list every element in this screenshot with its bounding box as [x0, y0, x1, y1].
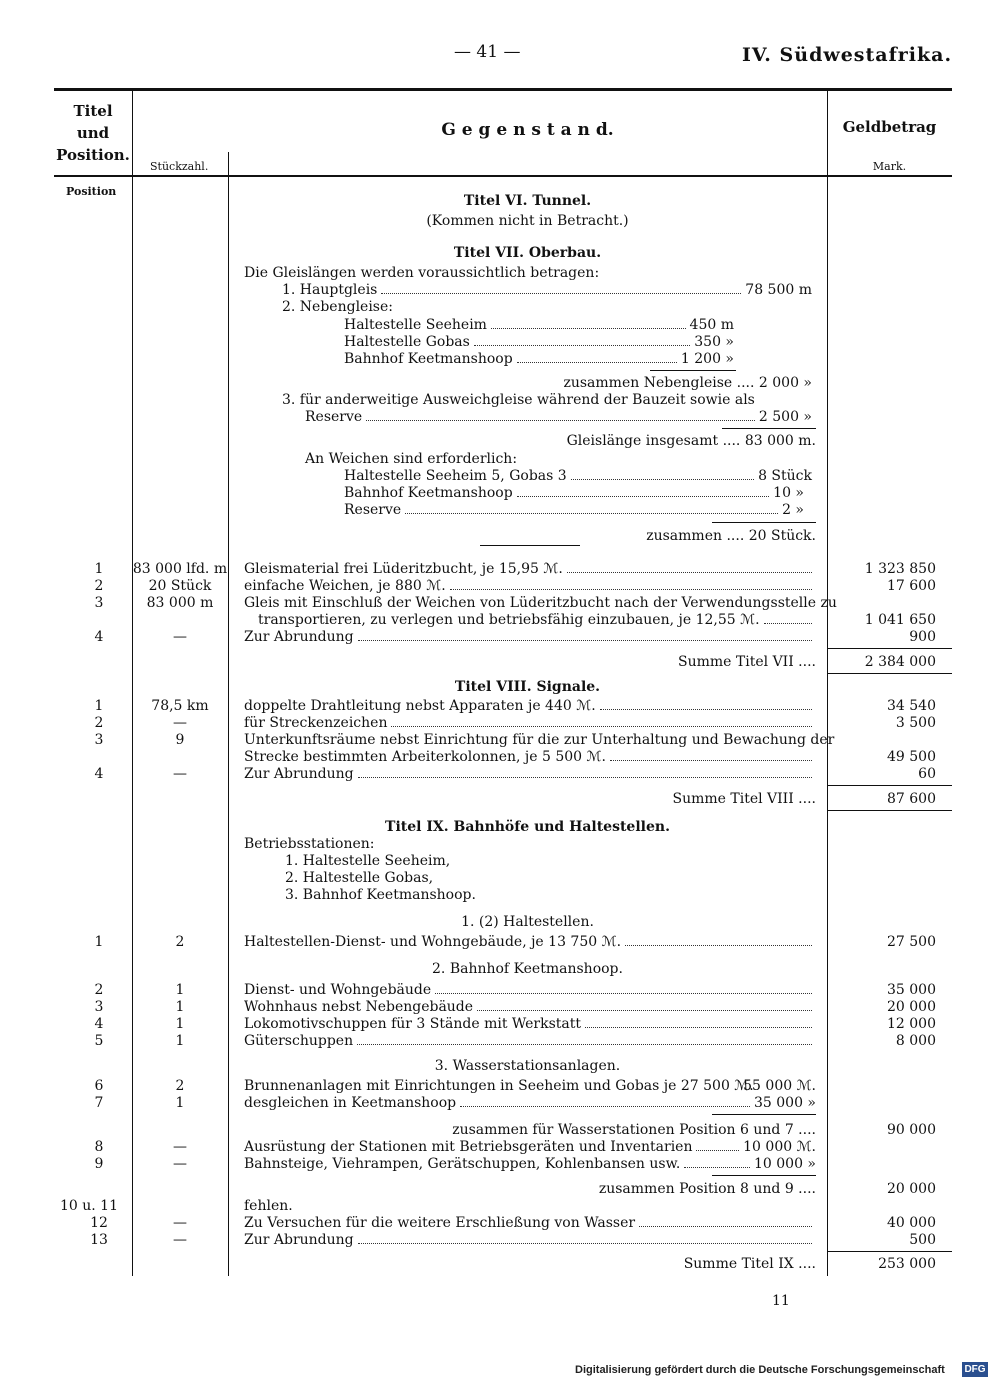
funding-note: Digitalisierung gefördert durch die Deutsche Forschungsgemeinschaft	[575, 1364, 945, 1376]
titel7-sum: Summe Titel VII ....	[678, 654, 816, 670]
row-text: desgleichen in Keetmanshoop	[244, 1095, 457, 1111]
row-position: 4	[94, 629, 104, 645]
row-quantity: 1	[175, 1033, 185, 1049]
row-text: Haltestellen-Dienst- und Wohngebäude, je 13 750 ℳ.	[244, 934, 622, 950]
row-amount: 1 041 650	[864, 612, 936, 628]
titel7-hauptgleis	[282, 282, 812, 299]
nebengleise-label: 2. Nebengleise:	[282, 299, 393, 315]
header-titel	[54, 100, 132, 166]
nebengleise-sum-label: zusammen Nebengleise	[563, 375, 733, 391]
row-description	[244, 1095, 816, 1112]
row-position: 3	[94, 999, 104, 1015]
station-1: 1. Haltestelle Seeheim,	[285, 853, 451, 869]
row-quantity: 1	[175, 982, 185, 998]
nebengleis-seeheim	[344, 317, 734, 334]
row-text: Zur Abrundung	[244, 629, 354, 645]
table-row	[54, 595, 952, 629]
nebengleise-sum-rule	[650, 370, 736, 371]
table-row	[54, 1232, 952, 1249]
row-position: 2	[94, 982, 104, 998]
weichen-intro: An Weichen sind erforderlich:	[305, 451, 518, 467]
row-amount: 34 540	[887, 698, 936, 714]
titel8-sum: Summe Titel VIII ....	[672, 791, 816, 807]
row-amount: 40 000	[887, 1215, 936, 1231]
row-amount: 27 500	[887, 934, 936, 950]
row-position: 8	[94, 1139, 104, 1155]
row-amount: 900	[909, 629, 936, 645]
row-subvalue: 55 000 ℳ.	[743, 1078, 816, 1094]
row-text: Zur Abrundung	[244, 766, 354, 782]
table-row	[54, 561, 952, 578]
header-geldbetrag: Geldbetrag	[842, 118, 937, 136]
row-description	[244, 1156, 816, 1173]
wasser-sum-amount: 90 000	[887, 1122, 936, 1138]
weichen-seeheim-value: 8 Stück	[758, 468, 812, 484]
row-description	[244, 1033, 816, 1050]
table-row	[54, 982, 952, 999]
row-quantity: 1	[175, 999, 185, 1015]
subheading-keetmanshoop: 2. Bahnhof Keetmanshoop.	[432, 961, 623, 977]
row-position: 6	[94, 1078, 104, 1094]
row-text: doppelte Drahtleitung nebst Apparaten je 440 ℳ.	[244, 698, 596, 714]
weichen-sum-rule	[712, 522, 816, 523]
wasser-sum-rule	[712, 1114, 816, 1115]
row-amount: 500	[909, 1232, 936, 1248]
weichen-keetmanshoop-label: Bahnhof Keetmanshoop	[344, 485, 513, 501]
row-subvalue: 10 000 »	[753, 1156, 816, 1172]
weichen-reserve-label: Reserve	[344, 502, 402, 518]
row-subvalue: 10 000 ℳ.	[743, 1139, 816, 1155]
row-position: 7	[94, 1095, 104, 1111]
table-row	[54, 715, 952, 732]
row-description	[244, 1016, 816, 1033]
header-stueckzahl: Stückzahl.	[150, 160, 209, 173]
weichen-reserve	[344, 502, 804, 519]
row-quantity: 9	[175, 732, 185, 748]
header-titel-line1: Titel	[73, 102, 113, 120]
row-text: Dienst- und Wohngebäude	[244, 982, 432, 998]
station-2: 2. Haltestelle Gobas,	[285, 870, 434, 886]
row-description	[244, 1215, 816, 1232]
row-amount: 49 500	[887, 749, 936, 765]
row-quantity: 78,5 km	[151, 698, 209, 714]
row-amount: 1 323 850	[864, 561, 936, 577]
row-position: 9	[94, 1156, 104, 1172]
reserve-gleise-value: 2 500 »	[758, 409, 812, 425]
row-text: Unterkunftsräume nebst Einrichtung für die zur Unterhaltung und Bewachung der	[244, 732, 835, 748]
row-position: 2	[94, 715, 104, 731]
titel8-heading: Titel VIII. Signale.	[454, 679, 601, 695]
row-description	[244, 561, 816, 578]
row-text: fehlen.	[244, 1198, 293, 1214]
row-description	[244, 578, 816, 595]
table-row	[54, 698, 952, 715]
row-position: 10 u. 11	[60, 1198, 118, 1214]
page-number: — 41 —	[454, 42, 521, 62]
table-row	[54, 1198, 952, 1215]
row-position: 12	[90, 1215, 108, 1231]
titel8-sum-rule	[827, 785, 952, 786]
titel9-sum-label: Summe Titel IX	[683, 1256, 794, 1272]
row-description	[244, 749, 816, 766]
row-text: Wohnhaus nebst Nebengebäude	[244, 999, 474, 1015]
row-quantity: 2	[175, 1078, 185, 1094]
weichen-sum-value: 20 Stück.	[748, 528, 816, 544]
row-quantity: 1	[175, 1095, 185, 1111]
titel6-note: (Kommen nicht in Betracht.)	[426, 213, 629, 229]
pos89-sum-amount: 20 000	[887, 1181, 936, 1197]
row-quantity: —	[173, 1139, 187, 1155]
table-row	[54, 1078, 952, 1095]
row-description	[244, 629, 816, 646]
row-description	[244, 698, 816, 715]
table-header-rule	[54, 175, 952, 177]
table-row	[54, 999, 952, 1016]
reserve-gleise	[305, 409, 812, 426]
table-row	[54, 732, 952, 766]
row-position: 3	[94, 595, 104, 611]
row-position: 2	[94, 578, 104, 594]
header-gegenstand: G e g e n s t a n d.	[441, 120, 614, 140]
nebengleis-gobas	[344, 334, 734, 351]
row-amount: 60	[918, 766, 936, 782]
titel7-sum-amount: 2 384 000	[864, 654, 936, 670]
titel8-sum-label: Summe Titel VIII	[672, 791, 794, 807]
header-mark: Mark.	[872, 160, 907, 173]
titel7-sum-label: Summe Titel VII	[678, 654, 794, 670]
row-quantity: —	[173, 766, 187, 782]
table-row	[54, 1139, 952, 1156]
row-text-cont: Strecke bestimmten Arbeiterkolonnen, je 5 500 ℳ.	[244, 749, 606, 765]
row-amount: 8 000	[895, 1033, 936, 1049]
row-amount: 12 000	[887, 1016, 936, 1032]
table-row	[54, 1016, 952, 1033]
nebengleise-sum: zusammen Nebengleise .... 2 000 »	[563, 375, 812, 391]
titel9-intro: Betriebsstationen:	[244, 836, 375, 852]
row-description	[244, 1232, 816, 1249]
row-position: 1	[94, 698, 104, 714]
titel7-intro: Die Gleislängen werden voraussichtlich betragen:	[244, 265, 600, 281]
row-quantity: 1	[175, 1016, 185, 1032]
weichen-keetmanshoop	[344, 485, 804, 502]
subheading-wasserstationen: 3. Wasserstationsanlagen.	[434, 1058, 621, 1074]
wasser-sum-label: zusammen für Wasserstationen Position 6 und 7	[452, 1122, 794, 1138]
table-row	[54, 1215, 952, 1232]
header-titel-line3: Position.	[56, 146, 130, 164]
table-row	[54, 766, 952, 783]
gleislaenge-total-value: 83 000 m.	[744, 433, 816, 449]
pos89-sum-rule	[712, 1175, 816, 1176]
row-quantity: 83 000 m	[146, 595, 214, 611]
nebengleis-keetmanshoop	[344, 351, 734, 368]
table-row	[54, 1033, 952, 1050]
titel7-sum-rule	[827, 648, 952, 649]
keetmanshoop-label: Bahnhof Keetmanshoop	[344, 351, 513, 367]
table-top-rule	[54, 88, 952, 91]
row-position: 5	[94, 1033, 104, 1049]
ausweichgleise-label: 3. für anderweitige Ausweichgleise während der Bauzeit sowie als	[282, 392, 755, 408]
row-description	[244, 1139, 816, 1156]
row-description	[244, 999, 816, 1016]
row-amount: 3 500	[895, 715, 936, 731]
weichen-reserve-value: 2 »	[782, 502, 804, 518]
station-3: 3. Bahnhof Keetmanshoop.	[285, 887, 476, 903]
row-description	[244, 934, 816, 951]
row-quantity: —	[173, 629, 187, 645]
row-position: 1	[94, 934, 104, 950]
titel8-sum-amount: 87 600	[887, 791, 936, 807]
weichen-seeheim-gobas	[344, 468, 812, 485]
row-quantity: —	[173, 1215, 187, 1231]
weichen-keetmanshoop-value: 10 »	[773, 485, 804, 501]
row-quantity: 2	[175, 934, 185, 950]
row-text: Gleis mit Einschluß der Weichen von Lüderitzbucht nach der Verwendungsstelle zu	[244, 595, 837, 611]
row-text: Brunnenanlagen mit Einrichtungen in Seeheim und Gobas je 27 500 ℳ.	[244, 1078, 754, 1094]
hauptgleis-label: 1. Hauptgleis	[282, 282, 378, 298]
titel7-separator	[480, 545, 580, 546]
weichen-sum: zusammen .... 20 Stück.	[646, 528, 816, 544]
row-text: für Streckenzeichen	[244, 715, 388, 731]
titel9-sum: Summe Titel IX ....	[683, 1256, 816, 1272]
row-quantity: —	[173, 715, 187, 731]
reserve-gleise-label: Reserve	[305, 409, 363, 425]
row-text: Bahnsteige, Viehrampen, Gerätschuppen, Kohlenbansen usw.	[244, 1156, 681, 1172]
row-text: Zu Versuchen für die weitere Erschließung von Wasser	[244, 1215, 636, 1231]
titel9-heading: Titel IX. Bahnhöfe und Haltestellen.	[385, 819, 670, 835]
row-quantity: 20 Stück	[148, 578, 212, 594]
sheet-number: 11	[772, 1293, 790, 1309]
weichen-sum-label: zusammen	[646, 528, 723, 544]
wasser-sum: zusammen für Wasserstationen Position 6 und 7 ....	[452, 1122, 816, 1138]
row-description	[244, 766, 816, 783]
titel6-heading: Titel VI. Tunnel.	[463, 193, 592, 209]
table-row	[54, 578, 952, 595]
row-text: Zur Abrundung	[244, 1232, 354, 1248]
header-titel-line2: und	[76, 124, 110, 142]
row-text: Lokomotivschuppen für 3 Stände mit Werkstatt	[244, 1016, 582, 1032]
row-amount: 17 600	[887, 578, 936, 594]
row-text: Güterschuppen	[244, 1033, 354, 1049]
row-amount: 35 000	[887, 982, 936, 998]
hauptgleis-value: 78 500 m	[745, 282, 812, 298]
row-position: 4	[94, 1016, 104, 1032]
gleislaenge-rule	[722, 428, 816, 429]
row-position: 3	[94, 732, 104, 748]
subheading-haltestellen: 1. (2) Haltestellen.	[461, 914, 594, 930]
table-row	[54, 629, 952, 646]
row-text: einfache Weichen, je 880 ℳ.	[244, 578, 446, 594]
row-description	[258, 612, 816, 629]
row-quantity: —	[173, 1232, 187, 1248]
seeheim-value: 450 m	[689, 317, 734, 333]
gobas-label: Haltestelle Gobas	[344, 334, 470, 350]
table-row	[54, 1095, 952, 1112]
seeheim-label: Haltestelle Seeheim	[344, 317, 487, 333]
row-text-cont: transportieren, zu verlegen und betriebsfähig einzubauen, je 12,55 ℳ.	[258, 612, 760, 628]
section-title: IV. Südwestafrika.	[742, 44, 953, 66]
titel9-sum-amount: 253 000	[878, 1256, 936, 1272]
row-description	[244, 982, 816, 999]
row-position: 4	[94, 766, 104, 782]
titel8-sum-underline	[827, 810, 952, 811]
titel9-sum-rule	[827, 1251, 952, 1252]
position-label: Position	[66, 185, 117, 198]
gleislaenge-total: Gleislänge insgesamt .... 83 000 m.	[566, 433, 816, 449]
row-quantity: 83 000 lfd. m	[132, 561, 228, 577]
titel7-sum-underline	[827, 673, 952, 674]
table-row	[54, 1156, 952, 1173]
gobas-value: 350 »	[694, 334, 734, 350]
titel7-heading: Titel VII. Oberbau.	[453, 245, 602, 261]
row-position: 13	[90, 1232, 108, 1248]
row-subvalue: 35 000 »	[753, 1095, 816, 1111]
row-quantity: —	[173, 1156, 187, 1172]
nebengleise-sum-value: 2 000 »	[758, 375, 812, 391]
weichen-seeheim-label: Haltestelle Seeheim 5, Gobas 3	[344, 468, 567, 484]
row-text: Gleismaterial frei Lüderitzbucht, je 15,95 ℳ.	[244, 561, 563, 577]
table-row	[54, 934, 952, 951]
row-text: Ausrüstung der Stationen mit Betriebsgeräten und Inventarien	[244, 1139, 693, 1155]
keetmanshoop-value: 1 200 »	[680, 351, 734, 367]
row-position: 1	[94, 561, 104, 577]
row-amount: 20 000	[887, 999, 936, 1015]
pos89-sum-label: zusammen Position 8 und 9	[598, 1181, 794, 1197]
dfg-logo: DFG	[962, 1362, 988, 1377]
row-description	[244, 715, 816, 732]
pos89-sum: zusammen Position 8 und 9 ....	[598, 1181, 816, 1197]
gleislaenge-total-label: Gleislänge insgesamt	[566, 433, 719, 449]
